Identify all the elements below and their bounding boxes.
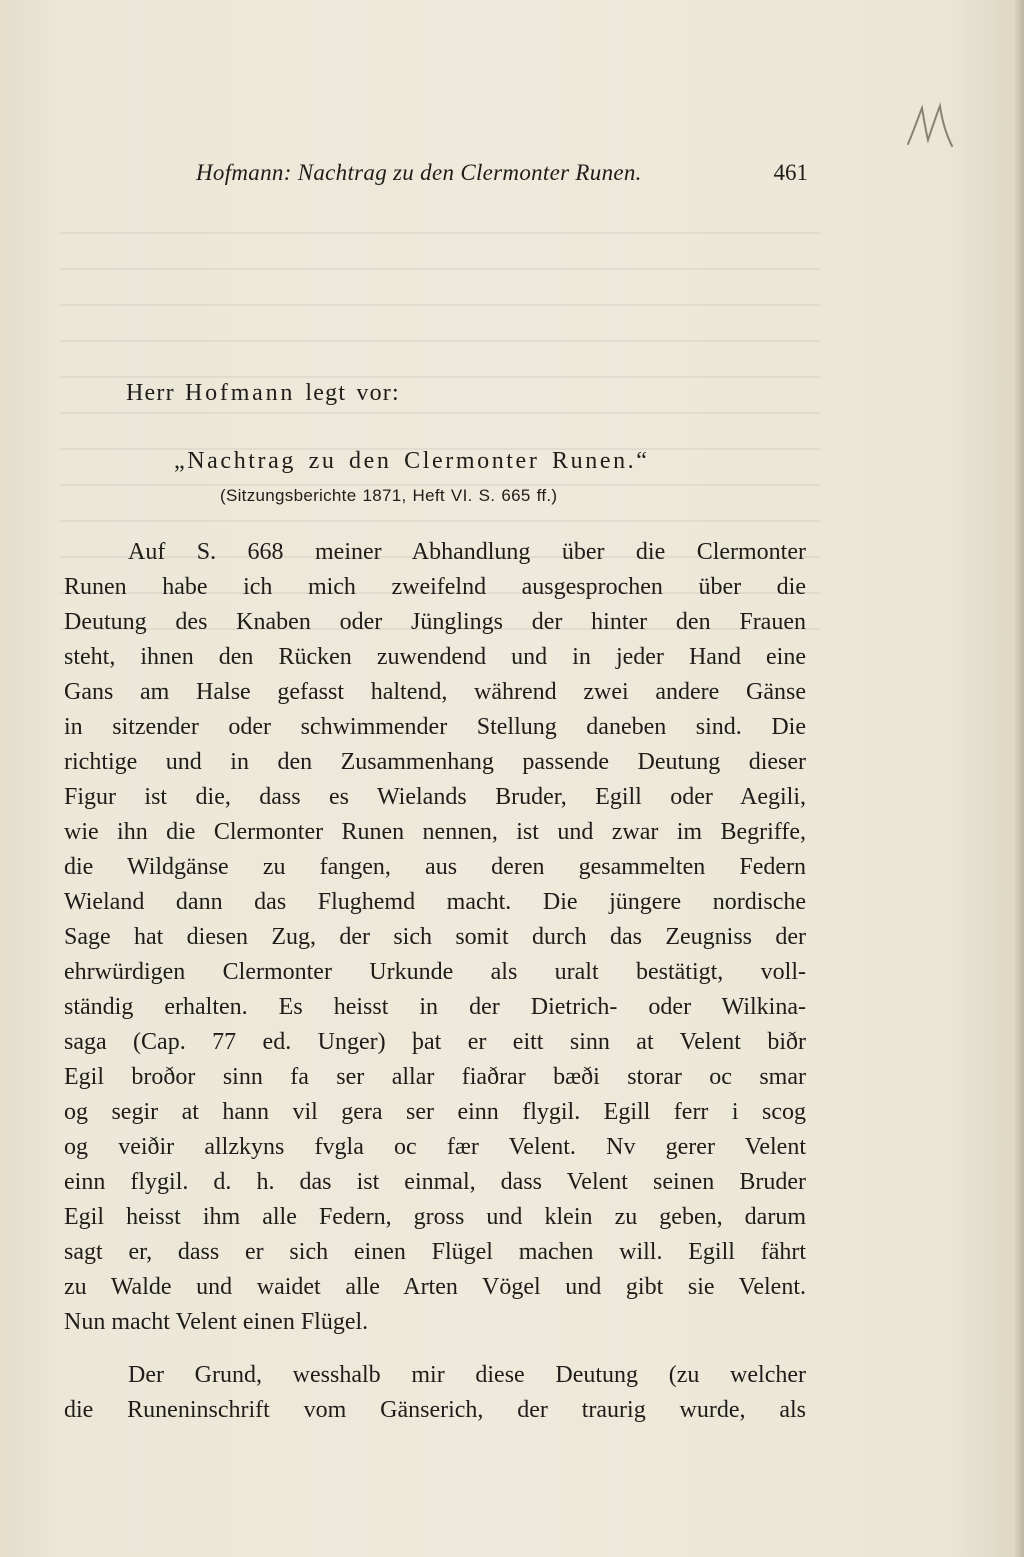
text-line: Der Grund, wesshalb mir diese Deutung (zu welcher [128, 1362, 806, 1388]
text-line: sagt er, dass er sich einen Flügel machen will. Egill fährt [64, 1239, 806, 1265]
pencil-margin-mark [902, 100, 962, 150]
text-line: Egil heisst ihm alle Federn, gross und klein zu geben, darum [64, 1204, 806, 1230]
text-line: Nun macht Velent einen Flügel. [64, 1309, 369, 1335]
page-edge-shadow [1014, 0, 1024, 1557]
intro-suffix: legt vor: [295, 380, 400, 406]
text-line: Auf S. 668 meiner Abhandlung über die Clermonter [128, 539, 806, 565]
text-line: die Wildgänse zu fangen, aus deren gesammelten Federn [64, 854, 806, 880]
text-line: saga (Cap. 77 ed. Unger) þat er eitt sinn at Velent biðr [64, 1029, 806, 1055]
running-title: Hofmann: Nachtrag zu den Clermonter Runen. [196, 160, 642, 185]
text-line: in sitzender oder schwimmender Stellung daneben sind. Die [64, 714, 806, 740]
text-line: Figur ist die, dass es Wielands Bruder, Egill oder Aegili, [64, 784, 806, 810]
text-line: zu Walde und waidet alle Arten Vögel und gibt sie Velent. [64, 1274, 806, 1300]
text-line: og segir at hann vil gera ser einn flygil. Egill ferr i scog [64, 1099, 806, 1125]
text-line: die Runeninschrift vom Gänserich, der traurig wurde, als [64, 1397, 806, 1423]
text-line: wie ihn die Clermonter Runen nennen, ist und zwar im Begriffe, [64, 819, 806, 845]
text-line: richtige und in den Zusammenhang passende Deutung dieser [64, 749, 806, 775]
paragraph-gap [64, 1343, 806, 1361]
author-name: Hofmann [184, 380, 296, 406]
page-number: 461 [773, 160, 808, 185]
citation: (Sitzungsberichte 1871, Heft VI. S. 665 ff.) [220, 486, 558, 505]
intro-line [126, 380, 400, 407]
text-line: Sage hat diesen Zug, der sich somit durch das Zeugniss der [64, 924, 806, 950]
text-line: Wieland dann das Flughemd macht. Die jüngere nordische [64, 889, 806, 915]
running-header [196, 160, 808, 192]
intro-prefix: Herr [126, 380, 185, 406]
article-title: „Nachtrag zu den Clermonter Runen.“ [174, 448, 650, 474]
text-line: Egil broðor sinn fa ser allar fiaðrar bæði storar oc smar [64, 1064, 806, 1090]
text-line: ehrwürdigen Clermonter Urkunde als uralt bestätigt, voll- [64, 959, 806, 985]
text-line: steht, ihnen den Rücken zuwendend und in jeder Hand eine [64, 644, 806, 670]
body-text [64, 538, 806, 1431]
text-line: einn flygil. d. h. das ist einmal, dass Velent seinen Bruder [64, 1169, 806, 1195]
text-line: Deutung des Knaben oder Jünglings der hinter den Frauen [64, 609, 806, 635]
text-line: ständig erhalten. Es heisst in der Dietrich- oder Wilkina- [64, 994, 806, 1020]
text-line: og veiðir allzkyns fvgla oc fær Velent. Nv gerer Velent [64, 1134, 806, 1160]
text-line: Gans am Halse gefasst haltend, während zwei andere Gänse [64, 679, 806, 705]
text-line: Runen habe ich mich zweifelnd ausgesprochen über die [64, 574, 806, 600]
